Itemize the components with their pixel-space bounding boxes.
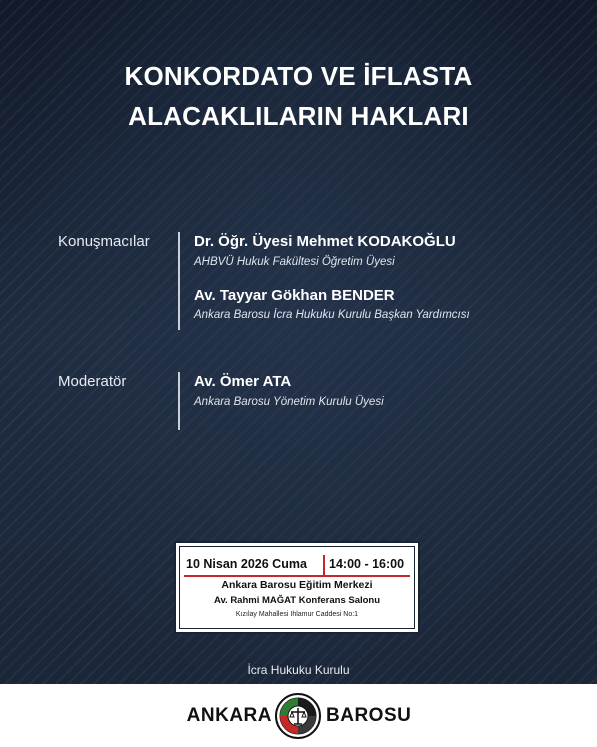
speaker-2-role: Ankara Barosu İcra Hukuku Kurulu Başkan Yardımcısı [194, 309, 470, 321]
event-hall: Av. Rahmi MAĞAT Konferans Salonu [213, 595, 381, 606]
event-date: 10 Nisan 2026 Cuma [186, 557, 307, 571]
date-time-row [184, 556, 410, 577]
event-info-box [174, 541, 420, 634]
event-venue: Ankara Barosu Eğitim Merkezi [221, 579, 373, 591]
moderator-name: Av. Ömer ATA [194, 373, 292, 390]
title-line-2: ALACAKLILARIN HAKLARI [128, 101, 469, 131]
speakers-label: Konuşmacılar [58, 233, 150, 250]
ankara-barosu-emblem-icon [275, 693, 321, 739]
speakers-divider [178, 232, 180, 330]
title-line-1: KONKORDATO VE İFLASTA [124, 61, 473, 91]
speaker-1-role: AHBVÜ Hukuk Fakültesi Öğretim Üyesi [194, 256, 395, 268]
brand-text-left: ANKARA [186, 705, 272, 726]
speaker-1-name: Dr. Öğr. Üyesi Mehmet KODAKOĞLU [194, 233, 456, 250]
moderator-role: Ankara Barosu Yönetim Kurulu Üyesi [194, 396, 384, 408]
event-address: Kızılay Mahallesi Ihlamur Caddesi No:1 [235, 611, 359, 618]
brand-text-right: BAROSU [326, 705, 412, 726]
event-time: 14:00 - 16:00 [329, 557, 405, 571]
organizer-committee: İcra Hukuku Kurulu [247, 663, 350, 677]
speaker-2-name: Av. Tayyar Gökhan BENDER [194, 287, 395, 304]
date-time-separator [323, 555, 325, 576]
moderator-label: Moderatör [58, 373, 127, 390]
moderator-divider [178, 372, 180, 430]
footer-brand-bar [0, 684, 597, 747]
poster-title [0, 56, 597, 136]
